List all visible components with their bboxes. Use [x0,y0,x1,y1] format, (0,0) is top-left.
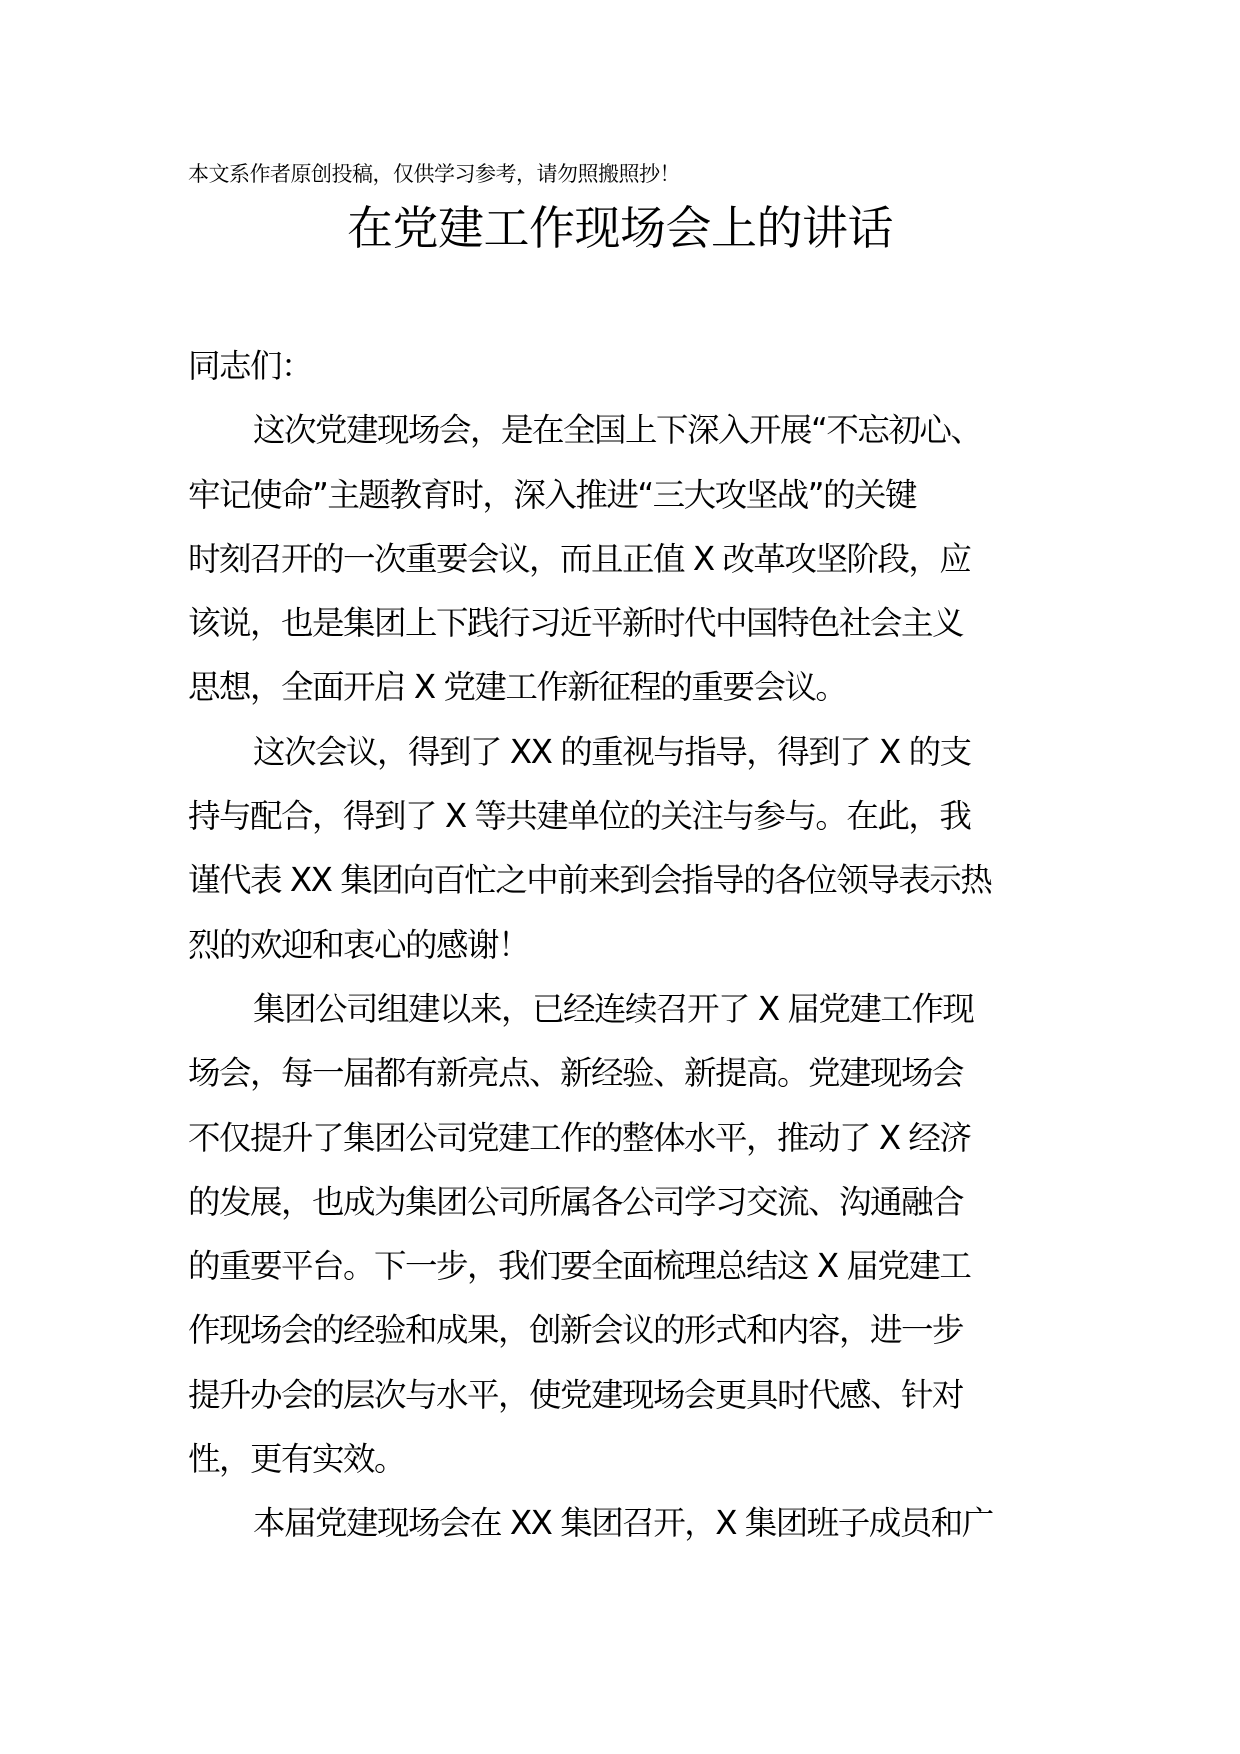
text-line: 作现场会的经验和成果，创新会议的形式和内容，进一步 [188,1311,964,1350]
text-line: 谨代表 XX 集团向百忙之中前来到会指导的各位领导表示热 [188,861,992,900]
text-line: 这次党建现场会，是在全国上下深入开展“不忘初心、 [253,411,982,450]
text-line: 提升办会的层次与水平，使党建现场会更具时代感、针对 [188,1375,964,1414]
text-line: 的发展，也成为集团公司所属各公司学习交流、沟通融合 [188,1182,964,1221]
text-line: 同志们： [188,347,313,385]
text-line: 这次会议，得到了 XX 的重视与指导，得到了 X 的支 [253,732,971,771]
text-line: 该说，也是集团上下践行习近平新时代中国特色社会主义 [188,604,964,643]
text-line: 烈的欢迎和衷心的感谢！ [188,925,530,964]
text-line: 牢记使命”主题教育时，深入推进“三大攻坚战”的关键 [188,475,917,514]
text-line: 本届党建现场会在 XX 集团召开，X 集团班子成员和广 [253,1504,993,1543]
text-line: 场会，每一届都有新亮点、新经验、新提高。党建现场会 [188,1054,964,1093]
copyright-notice: 本文系作者原创投稿，仅供学习参考，请勿照搬照抄！ [188,162,680,186]
document-body [188,334,1068,1556]
text-line: 的重要平台。下一步，我们要全面梳理总结这 X 届党建工 [188,1247,971,1286]
document-title: 在党建工作现场会上的讲话 [347,201,893,255]
text-line: 持与配合，得到了 X 等共建单位的关注与参与。在此，我 [188,797,971,836]
text-line: 性，更有实效。 [188,1440,406,1479]
text-line: 时刻召开的一次重要会议，而且正值 X 改革攻坚阶段，应 [188,539,971,578]
text-line: 集团公司组建以来，已经连续召开了 X 届党建工作现 [253,989,974,1028]
text-line: 不仅提升了集团公司党建工作的整体水平，推动了 X 经济 [188,1118,971,1157]
text-line: 思想，全面开启 X 党建工作新征程的重要会议。 [188,668,847,707]
